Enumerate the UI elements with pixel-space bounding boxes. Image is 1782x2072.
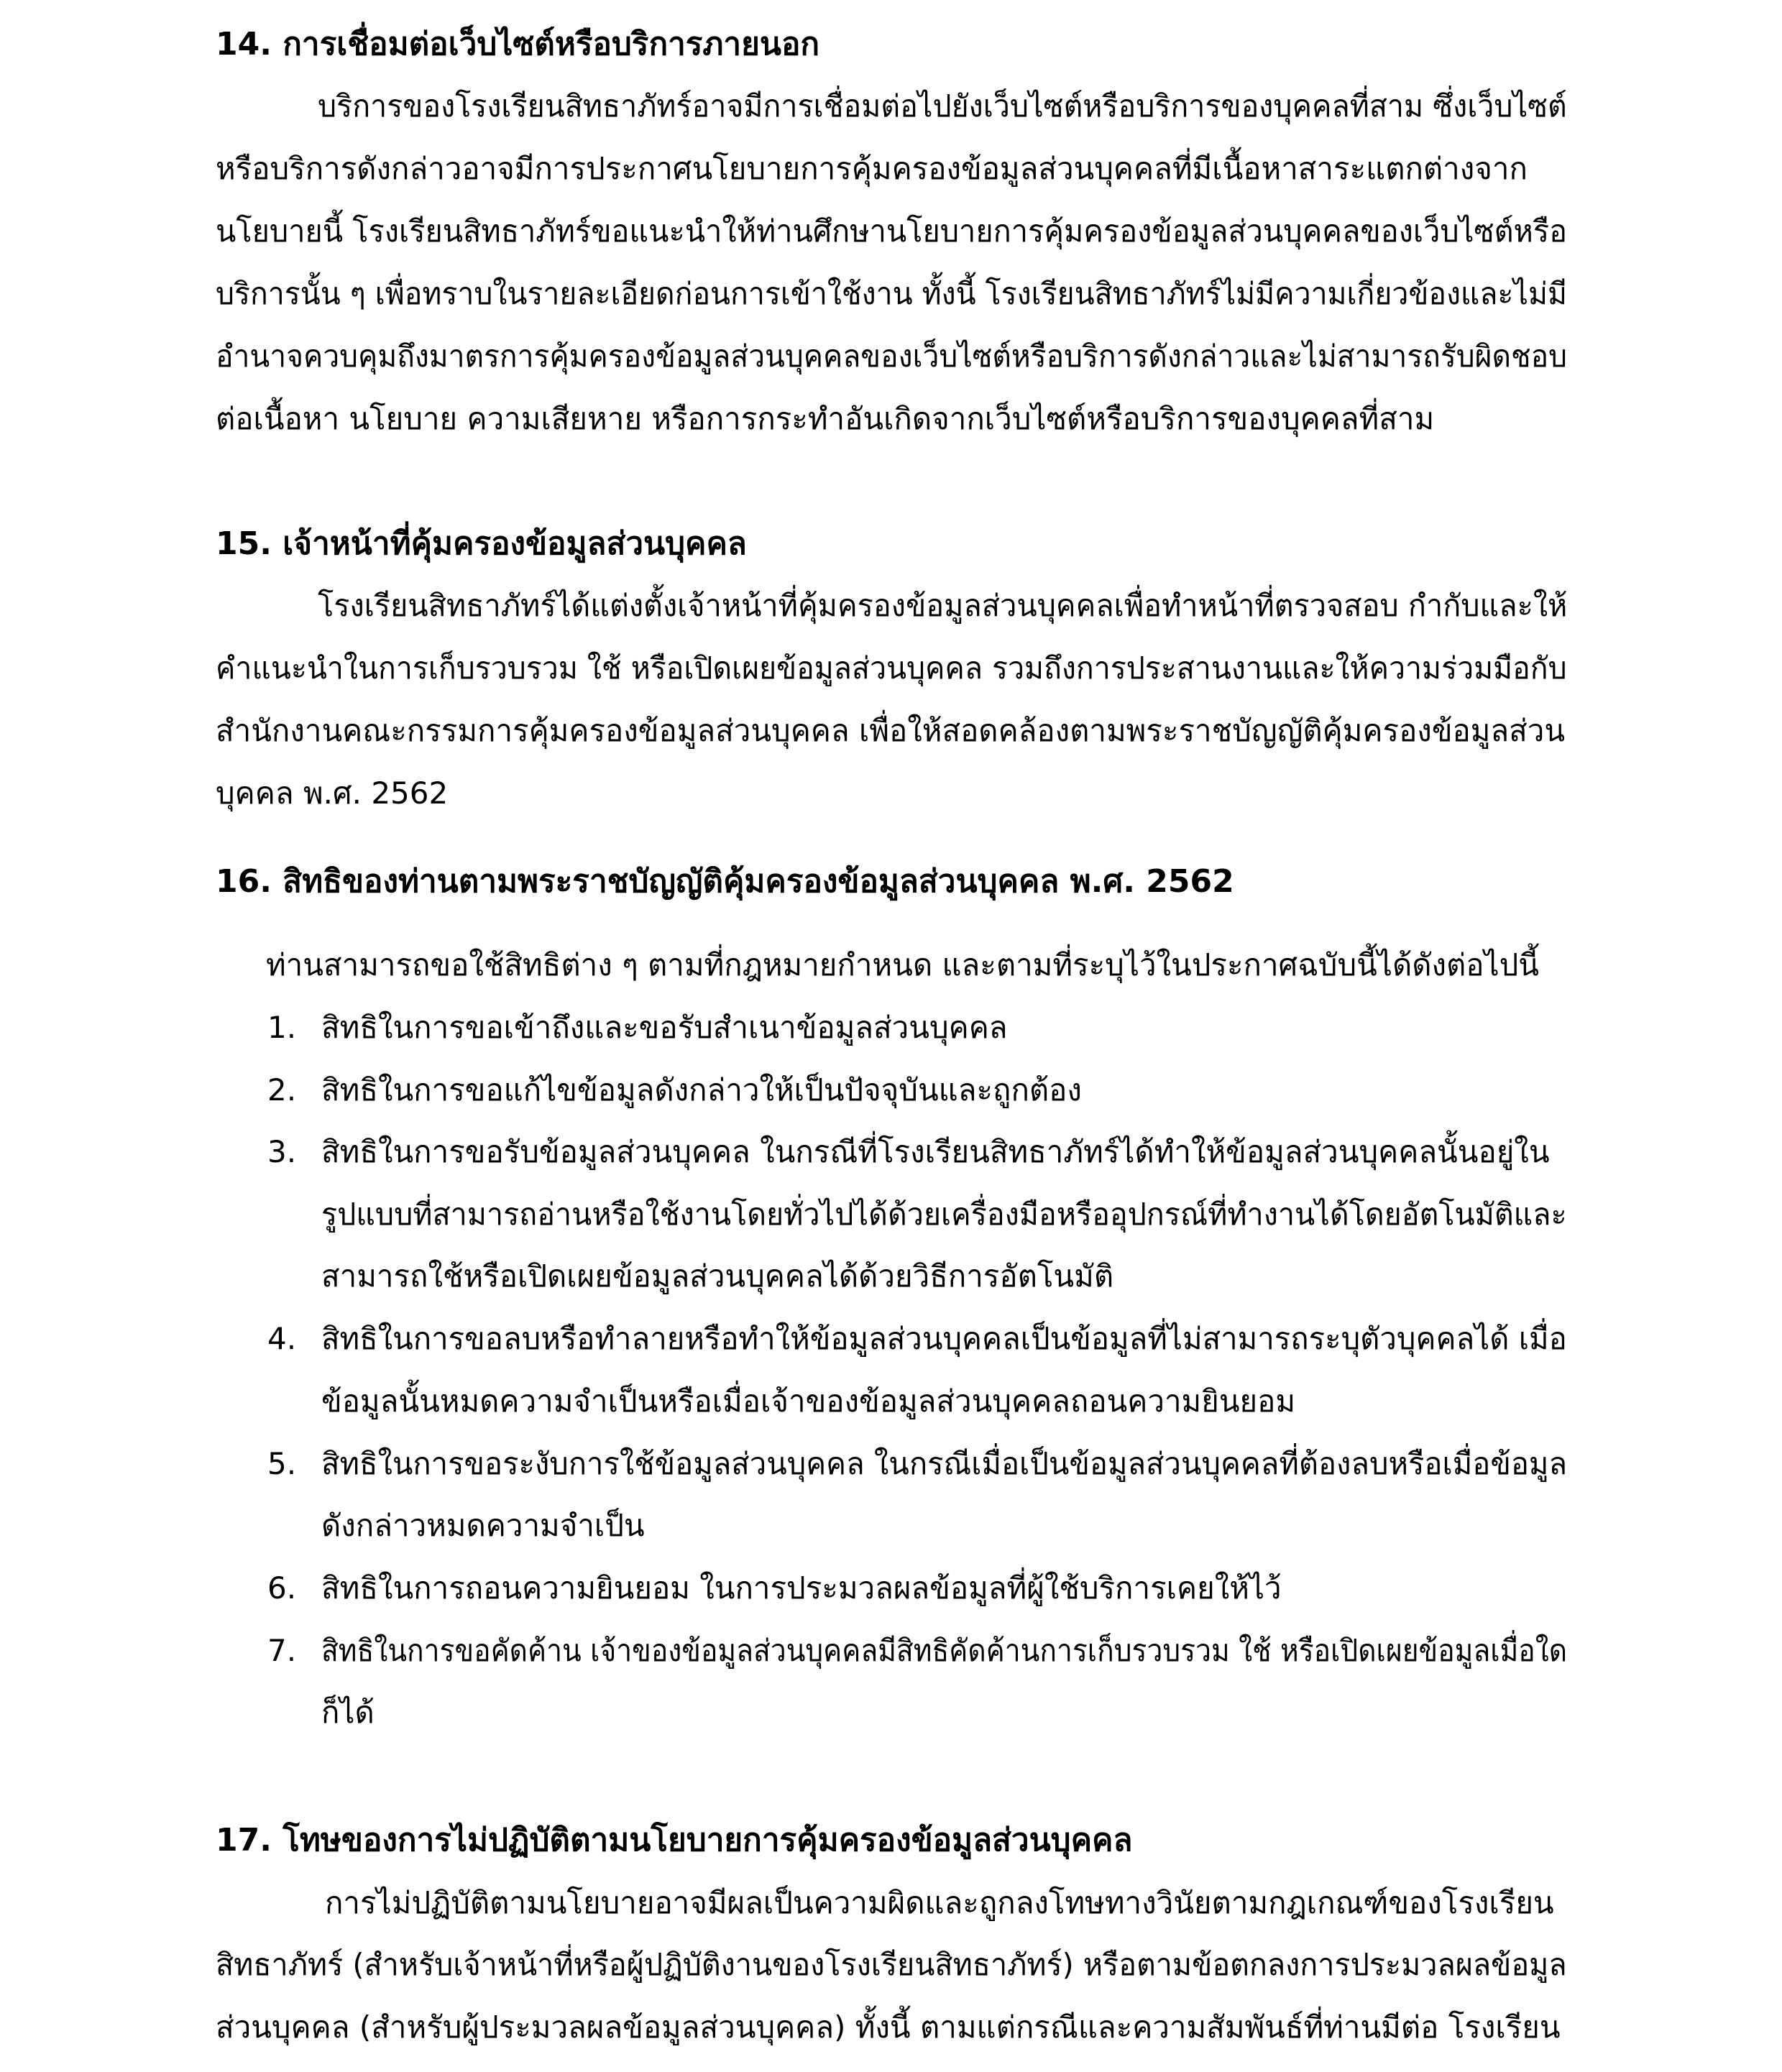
section-15-line: สำนักงานคณะกรรมการคุ้มครองข้อมูลส่วนบุคคล เพื่อให้สอดคล้องตามพระราชบัญญัติคุ้มครองข้อมูลส่วน	[216, 713, 1566, 748]
section-16-intro: ท่านสามารถขอใช้สิทธิต่าง ๆ ตามที่กฎหมายกำหนด และตามที่ระบุไว้ในประกาศฉบับนี้ได้ดังต่อไปนี้	[266, 947, 1540, 982]
list-item-line: สิทธิในการขอลบหรือทำลายหรือทำให้ข้อมูลส่วนบุคคลเป็นข้อมูลที่ไม่สามารถระบุตัวบุคคลได้ เมื่อ	[321, 1321, 1567, 1356]
section-15-line: บุคคล พ.ศ. 2562	[216, 775, 449, 811]
section-14-line: นโยบายนี้ โรงเรียนสิทธาภัทร์ขอแนะนำให้ท่านศึกษานโยบายการคุ้มครองข้อมูลส่วนบุคคลของเว็บไซต์หรือ	[216, 213, 1568, 249]
section-14-line: บริการของโรงเรียนสิทธาภัทร์อาจมีการเชื่อมต่อไปยังเว็บไซต์หรือบริการของบุคคลที่สาม ซึ่งเว็บไซต์	[318, 88, 1567, 124]
section-17-line: การไม่ปฏิบัติตามนโยบายอาจมีผลเป็นความผิดและถูกลงโทษทางวินัยตามกฎเกณฑ์ของโรงเรียน	[325, 1885, 1554, 1920]
list-item-number: 7.	[267, 1633, 297, 1668]
list-item-line: สิทธิในการขอรับข้อมูลส่วนบุคคล ในกรณีที่โรงเรียนสิทธาภัทร์ได้ทำให้ข้อมูลส่วนบุคคลนั้นอยู่ใน	[321, 1134, 1550, 1169]
section-15-line: คำแนะนำในการเก็บรวบรวม ใช้ หรือเปิดเผยข้อมูลส่วนบุคคล รวมถึงการประสานงานและให้ความร่วมมือกับ	[216, 650, 1567, 686]
section-14-title: 14. การเชื่อมต่อเว็บไซต์หรือบริการภายนอก	[216, 26, 820, 63]
list-item-line: สิทธิในการขอแก้ไขข้อมูลดังกล่าวให้เป็นปัจจุบันและถูกต้อง	[321, 1072, 1082, 1108]
list-item-number: 2.	[267, 1072, 297, 1108]
list-item-line: ก็ได้	[321, 1695, 375, 1730]
list-item-number: 1.	[267, 1010, 297, 1045]
list-item-line: สิทธิในการขอเข้าถึงและขอรับสำเนาข้อมูลส่วนบุคคล	[321, 1010, 1008, 1045]
section-16-title: 16. สิทธิของท่านตามพระราชบัญญัติคุ้มครองข้อมูลส่วนบุคคล พ.ศ. 2562	[216, 863, 1234, 900]
list-item-line: สิทธิในการถอนความยินยอม ในการประมวลผลข้อมูลที่ผู้ใช้บริการเคยให้ไว้	[321, 1570, 1282, 1606]
section-17-title: 17. โทษของการไม่ปฏิบัติตามนโยบายการคุ้มครองข้อมูลส่วนบุคคล	[216, 1822, 1133, 1859]
list-item-number: 5.	[267, 1446, 297, 1481]
section-14-line: อำนาจควบคุมถึงมาตรการคุ้มครองข้อมูลส่วนบุคคลของเว็บไซต์หรือบริการดังกล่าวและไม่สามารถรับผิดชอบ	[216, 339, 1568, 374]
section-14-line: ต่อเนื้อหา นโยบาย ความเสียหาย หรือการกระทำอันเกิดจากเว็บไซต์หรือบริการของบุคคลที่สาม	[216, 401, 1435, 436]
list-item-line: รูปแบบที่สามารถอ่านหรือใช้งานโดยทั่วไปได้ด้วยเครื่องมือหรืออุปกรณ์ที่ทำงานได้โดยอัตโนมัติและ	[321, 1197, 1567, 1232]
list-item-number: 6.	[267, 1570, 297, 1606]
list-item-line: ดังกล่าวหมดความจำเป็น	[321, 1508, 645, 1543]
list-item-number: 3.	[267, 1134, 297, 1169]
section-14-line: บริการนั้น ๆ เพื่อทราบในรายละเอียดก่อนการเข้าใช้งาน ทั้งนี้ โรงเรียนสิทธาภัทร์ไม่มีความเกี่ยวข้องและไม่มี	[216, 276, 1568, 311]
section-17-line: ส่วนบุคคล (สำหรับผู้ประมวลผลข้อมูลส่วนบุคคล) ทั้งนี้ ตามแต่กรณีและความสัมพันธ์ที่ท่านมีต่อ โรงเรียน	[216, 2009, 1561, 2045]
list-item-line: สามารถใช้หรือเปิดเผยข้อมูลส่วนบุคคลได้ด้วยวิธีการอัตโนมัติ	[321, 1258, 1114, 1294]
section-15-line: โรงเรียนสิทธาภัทร์ได้แต่งตั้งเจ้าหน้าที่คุ้มครองข้อมูลส่วนบุคคลเพื่อทำหน้าที่ตรวจสอบ กำกับและให้	[318, 588, 1568, 623]
list-item-line: สิทธิในการขอระงับการใช้ข้อมูลส่วนบุคคล ในกรณีเมื่อเป็นข้อมูลส่วนบุคคลที่ต้องลบหรือเมื่อข้อมูล	[321, 1446, 1568, 1481]
section-14-line: หรือบริการดังกล่าวอาจมีการประกาศนโยบายการคุ้มครองข้อมูลส่วนบุคคลที่มีเนื้อหาสาระแตกต่างจาก	[216, 151, 1528, 186]
list-item-number: 4.	[267, 1321, 297, 1356]
section-17-line: สิทธาภัทร์ (สำหรับเจ้าหน้าที่หรือผู้ปฏิบัติงานของโรงเรียนสิทธาภัทร์) หรือตามข้อตกลงการประมวลผลข้อมูล	[216, 1947, 1567, 1982]
list-item-line: ข้อมูลนั้นหมดความจำเป็นหรือเมื่อเจ้าของข้อมูลส่วนบุคคลถอนความยินยอม	[321, 1383, 1296, 1419]
list-item-line: สิทธิในการขอคัดค้าน เจ้าของข้อมูลส่วนบุคคลมีสิทธิคัดค้านการเก็บรวบรวม ใช้ หรือเปิดเผยข้อมูลเมื่อใด	[321, 1633, 1568, 1668]
section-15-title: 15. เจ้าหน้าที่คุ้มครองข้อมูลส่วนบุคคล	[216, 525, 747, 562]
